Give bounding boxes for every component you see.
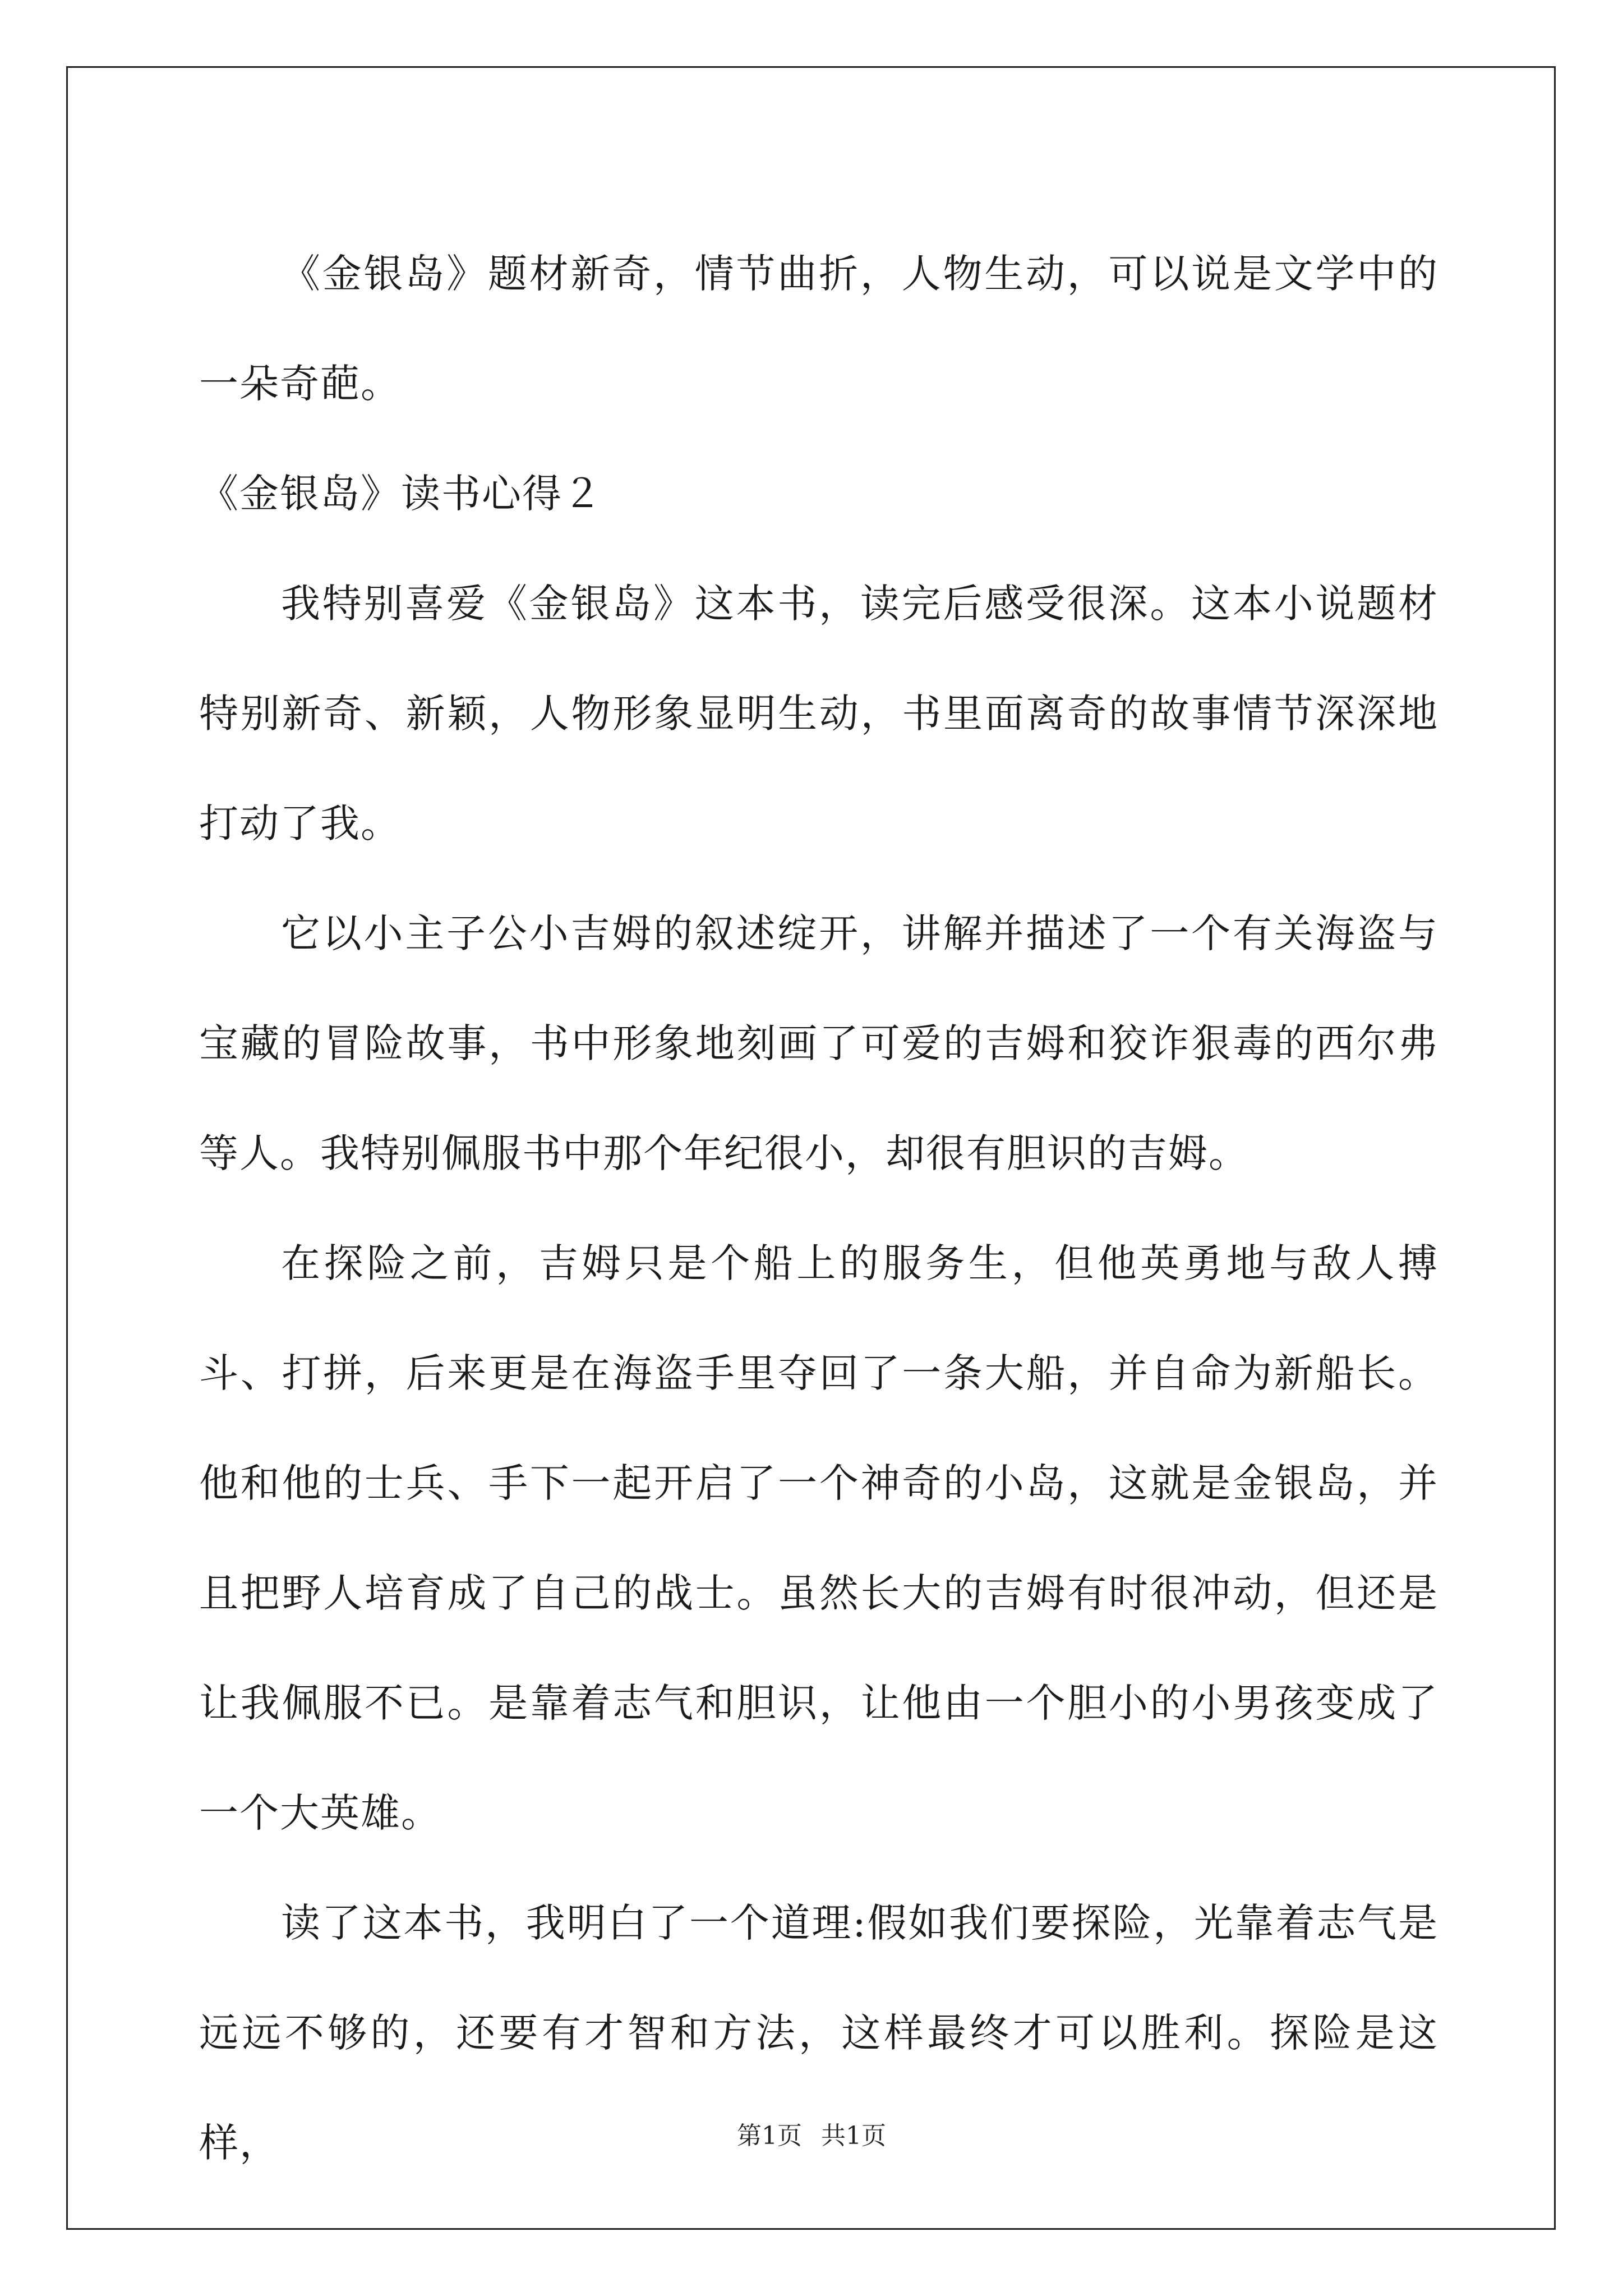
page-total: 共1页 <box>821 2122 886 2150</box>
paragraph-2: 它以小主子公小吉姆的叙述绽开，讲解并描述了一个有关海盗与宝藏的冒险故事，书中形象地刻画了可爱的吉姆和狡诈狠毒的西尔弗等人。我特别佩服书中那个年纪很小，却很有胆识的吉姆。 <box>199 910 1438 1176</box>
page-footer <box>0 2119 1623 2153</box>
page-number: 第1页 <box>737 2122 802 2150</box>
section-heading: 《金银岛》读书心得２ <box>199 471 603 517</box>
paragraph-1: 我特别喜爱《金银岛》这本书，读完后感受很深。这本小说题材特别新奇、新颖，人物形象显明生动，书里面离奇的故事情节深深地打动了我。 <box>199 581 1438 846</box>
paragraph-3: 在探险之前，吉姆只是个船上的服务生，但他英勇地与敌人搏斗、打拼，后来更是在海盗手里夺回了一条大船，并自命为新船长。他和他的士兵、手下一起开启了一个神奇的小岛，这就是金银岛，并且把野人培育成了自己的战士。虽然长大的吉姆有时很冲动，但还是让我佩服不已。是靠着志气和胆识，让他由一个胆小的小男孩变成了一个大英雄。 <box>199 1240 1438 1836</box>
paragraph-4: 读了这本书，我明白了一个道理:假如我们要探险，光靠着志气是远远不够的，还要有才智和方法，这样最终才可以胜利。探险是这样， <box>199 1900 1438 2166</box>
paragraph-intro-end: 《金银岛》题材新奇，情节曲折，人物生动，可以说是文学中的一朵奇葩。 <box>199 251 1438 407</box>
document-body <box>199 219 1438 2198</box>
